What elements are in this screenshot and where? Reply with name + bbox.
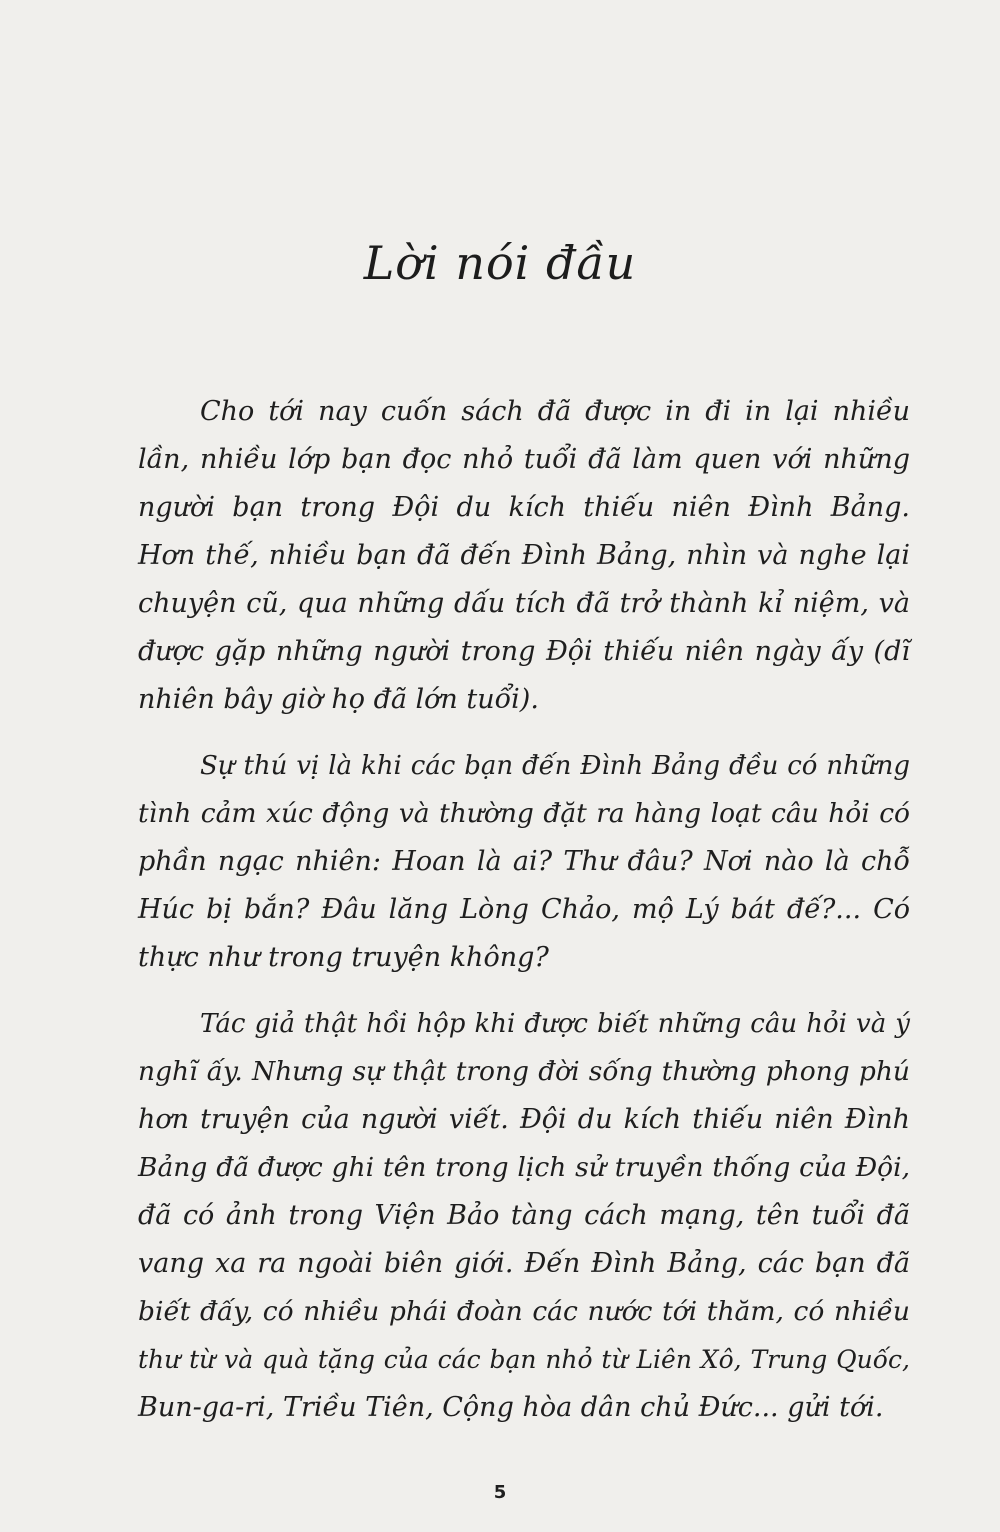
text-line: nghĩ ấy. Nhưng sự thật trong đời sống thường phong phú (138, 1056, 910, 1087)
text-line: lần, nhiều lớp bạn đọc nhỏ tuổi đã làm quen với những (138, 444, 910, 475)
text-line: thư từ và quà tặng của các bạn nhỏ từ Liên Xô, Trung Quốc, (138, 1345, 910, 1374)
text-line: Tác giả thật hồi hộp khi được biết những câu hỏi và ý (200, 1009, 910, 1039)
text-line: Hơn thế, nhiều bạn đã đến Đình Bảng, nhìn và nghe lại (138, 540, 910, 571)
text-line: hơn truyện của người viết. Đội du kích thiếu niên Đình (138, 1104, 910, 1135)
text-line: nhiên bây giờ họ đã lớn tuổi). (138, 684, 539, 715)
text-line: Húc bị bắn? Đâu lăng Lòng Chảo, mộ Lý bát đế?... Có (138, 894, 910, 925)
text-line: được gặp những người trong Đội thiếu niên ngày ấy (dĩ (138, 636, 910, 667)
paragraph-1 (138, 388, 910, 724)
text-line: người bạn trong Đội du kích thiếu niên Đình Bảng. (138, 492, 910, 523)
text-line: biết đấy, có nhiều phái đoàn các nước tới thăm, có nhiều (138, 1296, 910, 1327)
text-line: Bun-ga-ri, Triều Tiên, Cộng hòa dân chủ Đức... gửi tới. (138, 1392, 884, 1423)
text-line: Cho tới nay cuốn sách đã được in đi in lại nhiều (200, 396, 910, 427)
text-line: tình cảm xúc động và thường đặt ra hàng loạt câu hỏi có (138, 798, 910, 829)
text-line: phần ngạc nhiên: Hoan là ai? Thư đâu? Nơi nào là chỗ (138, 846, 910, 877)
paragraph-3 (138, 1000, 910, 1432)
text-line: Bảng đã được ghi tên trong lịch sử truyền thống của Đội, (138, 1152, 910, 1183)
text-line: chuyện cũ, qua những dấu tích đã trở thành kỉ niệm, và (138, 588, 910, 619)
text-line: vang xa ra ngoài biên giới. Đến Đình Bảng, các bạn đã (138, 1248, 910, 1279)
paragraph-2 (138, 742, 910, 982)
page-number: 5 (493, 1482, 507, 1503)
text-line: đã có ảnh trong Viện Bảo tàng cách mạng, tên tuổi đã (138, 1200, 910, 1231)
text-line: thực như trong truyện không? (138, 942, 549, 973)
body-text (138, 388, 910, 1450)
page-title: Lời nói đầu (363, 236, 637, 290)
text-line: Sự thú vị là khi các bạn đến Đình Bảng đều có những (200, 751, 910, 781)
